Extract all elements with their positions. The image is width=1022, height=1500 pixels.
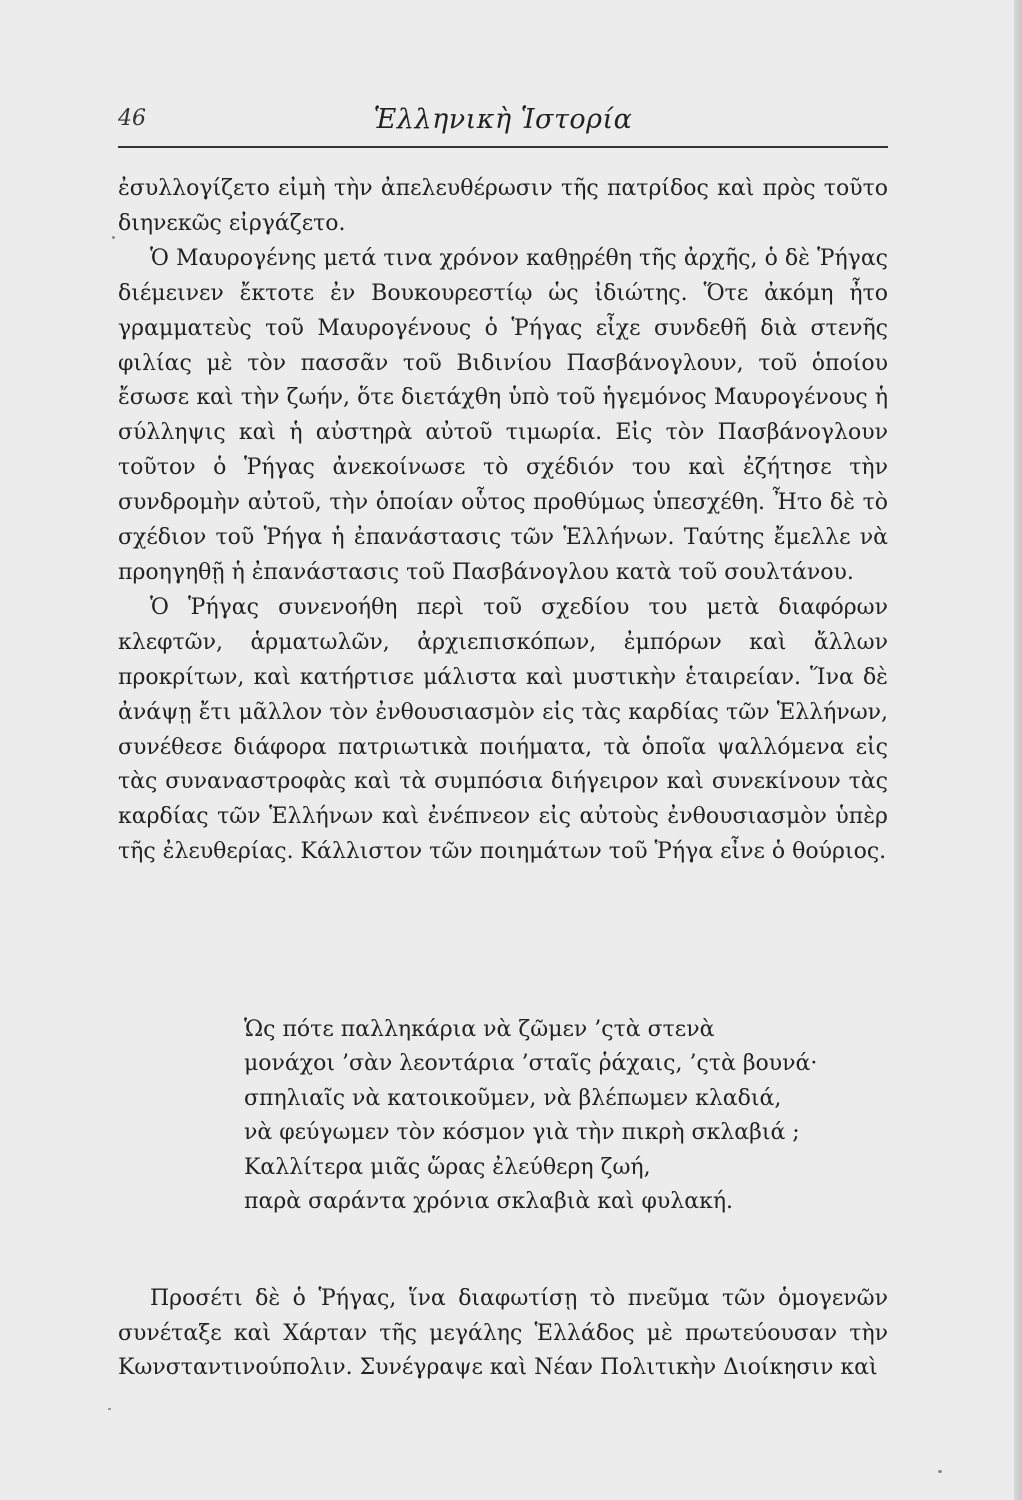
poem-line-5: Καλλίτερα μιᾶς ὥρας ἐλεύθερη ζωή, (244, 1154, 651, 1180)
paragraph-3: Ὁ Ῥήγας συνενοήθη περὶ τοῦ σχεδίου του μετὰ διαφόρων κλεφτῶν, ἁρματωλῶν, ἀρχιεπισκόπων, ἐμπόρων καὶ ἄλλων προκρίτων, καὶ κατήρτισε μάλιστα καὶ μυστικὴν ἑταιρείαν. Ἵνα δὲ ἀνάψῃ ἔτι μᾶλλον τὸν ἐνθουσιασμὸν εἰς τὰς καρδίας τῶν Ἑλλήνων, συνέθεσε διάφορα πατριωτικὰ ποιήματα, τὰ ὁποῖα ψαλλόμενα εἰς τὰς συναναστροφὰς καὶ τὰ συμπόσια διήγειρον καὶ συνεκίνουν τὰς καρδίας τῶν Ἑλλήνων καὶ ἐνέπνεον εἰς αὐτοὺς ἐνθουσιασμὸν ὑπὲρ τῆς ἐλευθερίας. Κάλλιστον τῶν ποιημάτων τοῦ Ῥήγα εἶνε ὁ θούριος. (118, 594, 888, 865)
paragraph-1: ἐσυλλογίζετο εἰμὴ τὴν ἀπελευθέρωσιν τῆς πατρίδος καὶ πρὸς τοῦτο διηνεκῶς εἰργάζετο. (118, 176, 888, 236)
page-edge (1014, 0, 1022, 1500)
page-header (118, 104, 888, 144)
header-rule (118, 146, 888, 148)
poem-thourios (244, 1013, 884, 1219)
poem-line-6: παρὰ σαράντα χρόνια σκλαβιὰ καὶ φυλακή. (244, 1189, 734, 1215)
poem-line-1: Ὡς πότε παλληκάρια νὰ ζῶμεν ’ςτὰ στενὰ (244, 1017, 715, 1042)
main-text (118, 172, 888, 870)
page-number: 46 (118, 106, 146, 131)
closing-text (118, 1282, 888, 1386)
poem-line-2: μονάχοι ’σὰν λεοντάρια ’σταῖς ῥάχαις, ’ςτὰ βουνά· (244, 1051, 818, 1077)
poem-line-4: νὰ φεύγωμεν τὸν κόσμον γιὰ τὴν πικρὴ σκλαβιά ; (244, 1120, 800, 1146)
running-title: Ἑλληνικὴ Ἱστορία (373, 104, 633, 135)
poem-line-3: σπηλιαῖς νὰ κατοικοῦμεν, νὰ βλέπωμεν κλαδιά, (244, 1085, 782, 1111)
closing-paragraph: Προσέτι δὲ ὁ Ῥήγας, ἵνα διαφωτίσῃ τὸ πνεῦμα τῶν ὁμογενῶν συνέταξε καὶ Χάρταν τῆς μεγάλης Ἑλλάδος μὲ πρωτεύουσαν τὴν Κωνσταντινούπολιν. Συνέγραψε καὶ Νέαν Πολιτικὴν Διοίκησιν καὶ (118, 1286, 888, 1381)
paragraph-2: Ὁ Μαυρογένης μετά τινα χρόνον καθῃρέθη τῆς ἀρχῆς, ὁ δὲ Ῥήγας διέμεινεν ἔκτοτε ἐν Βουκουρεστίῳ ὡς ἰδιώτης. Ὅτε ἀκόμη ἦτο γραμματεὺς τοῦ Μαυρογένους ὁ Ῥήγας εἶχε συνδεθῆ διὰ στενῆς φιλίας μὲ τὸν πασσᾶν τοῦ Βιδινίου Πασβάνογλουν, τοῦ ὁποίου ἔσωσε καὶ τὴν ζωήν, ὅτε διετάχθη ὑπὸ τοῦ ἡγεμόνος Μαυρογένους ἡ σύλληψις καὶ ἡ αὐστηρὰ αὐτοῦ τιμωρία. Εἰς τὸν Πασβάνογλουν τοῦτον ὁ Ῥήγας ἀνεκοίνωσε τὸ σχέδιόν του καὶ ἐζήτησε τὴν συνδρομὴν αὐτοῦ, τὴν ὁποίαν οὗτος προθύμως ὑπεσχέθη. Ἦτο δὲ τὸ σχέδιον τοῦ Ῥήγα ἡ ἐπανάστασις τῶν Ἑλλήνων. Ταύτης ἔμελλε νὰ προηγηθῇ ἡ ἐπανάστασις τοῦ Πασβάνογλου κατὰ τοῦ σουλτάνου. (118, 245, 888, 585)
